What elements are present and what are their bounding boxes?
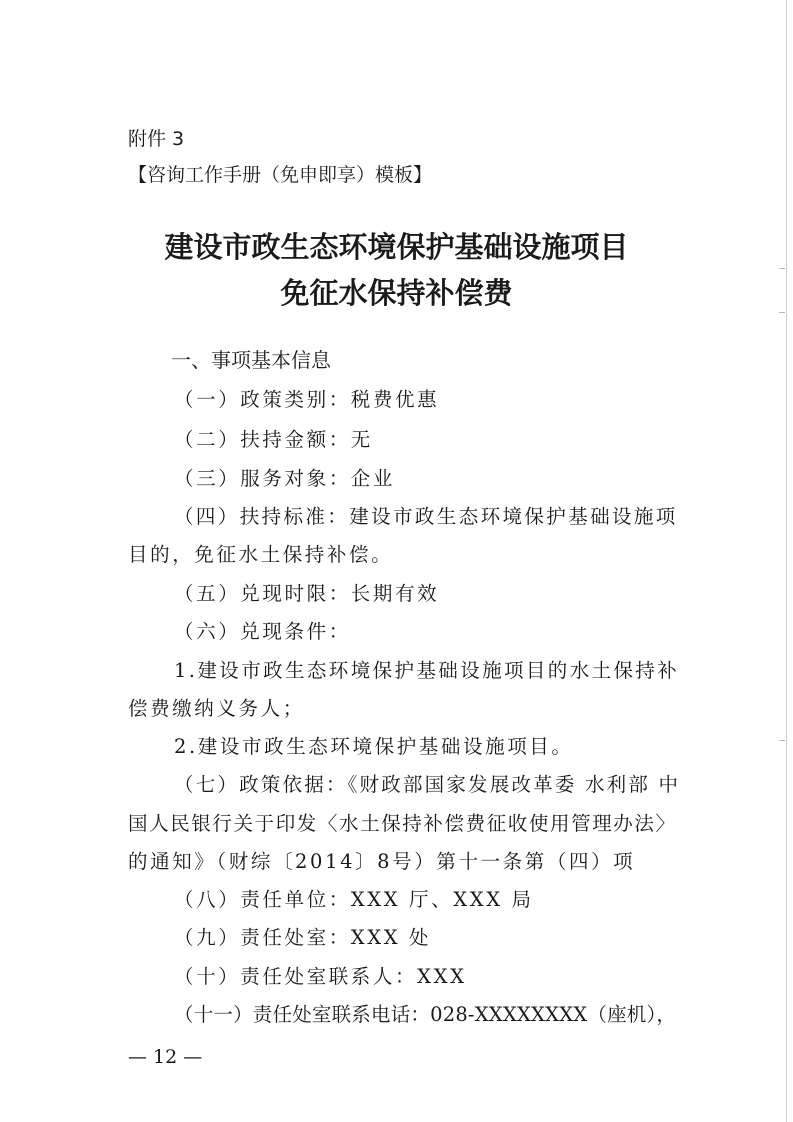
template-label: 【咨询工作手册（免申即享）模板】 xyxy=(128,164,433,186)
item-conditions: （六）兑现条件： xyxy=(174,620,351,643)
binding-mark xyxy=(779,268,785,269)
item-support-amount: （二）扶持金额：无 xyxy=(174,428,373,451)
item-service-target: （三）服务对象：企业 xyxy=(174,467,396,490)
condition-1-cont: 偿费缴纳义务人； xyxy=(128,697,305,720)
item-responsible-unit: （八）责任单位：XXX 厅、XXX 局 xyxy=(174,888,534,911)
item-policy-category: （一）政策类别：税费优惠 xyxy=(174,388,440,411)
condition-2: 2.建设市政生态环境保护基础设施项目。 xyxy=(174,735,574,758)
item-contact-person: （十）责任处室联系人：XXX xyxy=(174,965,467,988)
item-policy-basis-cont2: 的通知》（财综〔2014〕8号）第十一条第（四）项 xyxy=(128,850,636,873)
item-support-standard: （四）扶持标准：建设市政生态环境保护基础设施项 xyxy=(174,505,678,528)
binding-mark xyxy=(779,740,785,741)
document-title-line2: 免征水保持补偿费 xyxy=(280,276,513,310)
item-time-limit: （五）兑现时限：长期有效 xyxy=(174,582,440,605)
condition-1: 1.建设市政生态环境保护基础设施项目的水土保持补 xyxy=(174,659,680,682)
item-policy-basis-cont1: 国人民银行关于印发〈水土保持补偿费征收使用管理办法〉 xyxy=(128,812,677,835)
item-contact-phone: （十一）责任处室联系电话：028-XXXXXXXX（座机）， xyxy=(174,1003,677,1026)
item-responsible-office: （九）责任处室：XXX 处 xyxy=(174,926,432,949)
attachment-label: 附件 3 xyxy=(128,128,185,150)
item-support-standard-cont: 目的，免征水土保持补偿。 xyxy=(128,543,394,566)
scan-edge xyxy=(786,0,787,1122)
section-heading: 一、事项基本信息 xyxy=(171,348,331,372)
page-number: — 12 — xyxy=(128,1046,203,1068)
document-title-line1: 建设市政生态环境保护基础设施项目 xyxy=(164,230,629,264)
binding-mark xyxy=(779,312,785,313)
item-policy-basis: （七）政策依据：《财政部国家发展改革委 水利部 中 xyxy=(174,773,681,796)
